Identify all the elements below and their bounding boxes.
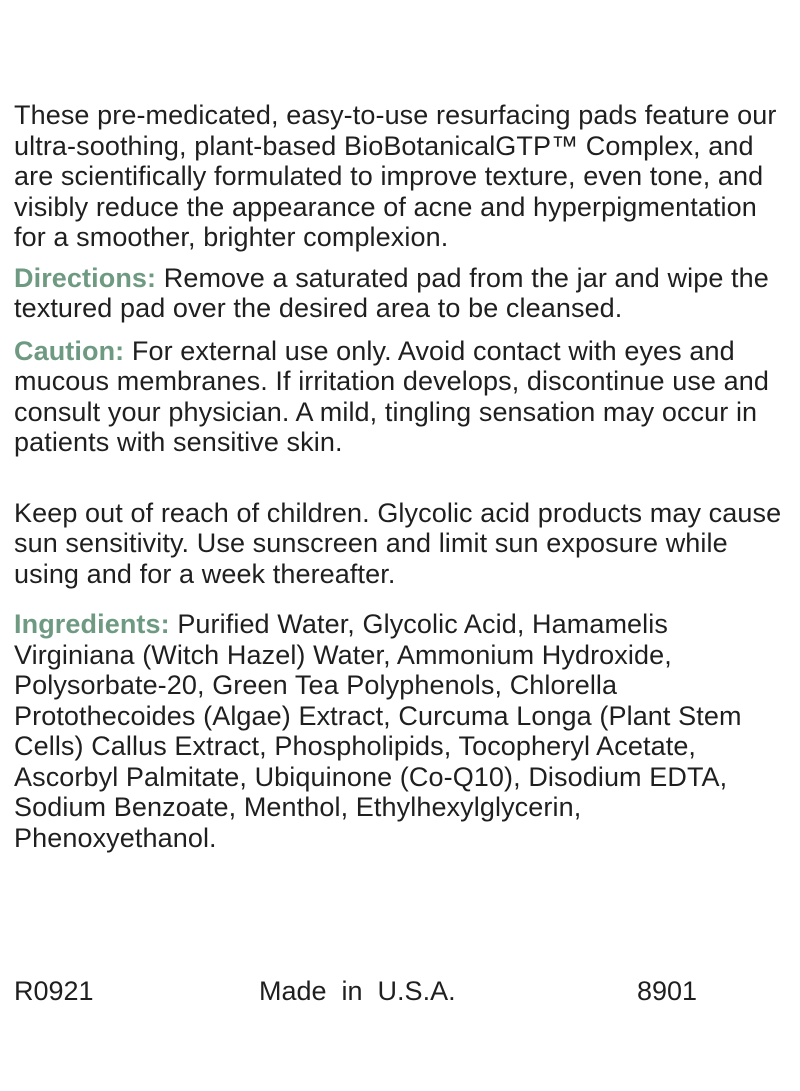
caution-label: Caution: bbox=[14, 335, 125, 366]
label-text-block bbox=[14, 100, 790, 853]
ingredients-text: Purified Water, Glycolic Acid, Hamamelis Virginiana (Witch Hazel) Water, Ammonium Hydroxide, Polysorbate-20, Green Tea Polyphenols, Chlorella Protothecoides (Algae) Extract, Curcuma Longa (Plant Stem Cells) Callus Extract, Phospholipids, Tocopheryl Acetate, Ascorbyl Palmitate, Ubiquinone (Co-Q10), Disodium EDTA, Sodium Benzoate, Menthol, Ethylhexylglycerin, Phenoxyethanol. bbox=[14, 609, 742, 853]
caution-paragraph bbox=[14, 336, 790, 458]
intro-paragraph bbox=[14, 100, 790, 253]
ingredients-paragraph bbox=[14, 609, 790, 853]
directions-label: Directions: bbox=[14, 262, 157, 293]
directions-paragraph bbox=[14, 263, 790, 324]
warning-paragraph bbox=[14, 498, 790, 590]
batch-code: R0921 bbox=[14, 976, 94, 1006]
country-of-origin: Made in U.S.A. bbox=[259, 976, 456, 1006]
intro-text: These pre-medicated, easy-to-use resurfacing pads feature our ultra-soothing, plant-based BioBotanicalGTP™ Complex, and are scientifically formulated to improve texture, even tone, and visibly reduce the appearance of acne and hyperpigmentation for a smoother, brighter complexion. bbox=[14, 100, 777, 252]
warning-text: Keep out of reach of children. Glycolic acid products may cause sun sensitivity. Use sunscreen and limit sun exposure while using and for a week thereafter. bbox=[14, 497, 782, 589]
product-number: 8901 bbox=[637, 976, 698, 1006]
ingredients-label: Ingredients: bbox=[14, 609, 170, 639]
label-footer bbox=[14, 976, 714, 1010]
directions-text: Remove a saturated pad from the jar and wipe the textured pad over the desired area to be cleansed. bbox=[14, 262, 769, 323]
caution-text: For external use only. Avoid contact with eyes and mucous membranes. If irritation develops, discontinue use and consult your physician. A mild, tingling sensation may occur in patients with sensitive skin. bbox=[14, 335, 769, 457]
